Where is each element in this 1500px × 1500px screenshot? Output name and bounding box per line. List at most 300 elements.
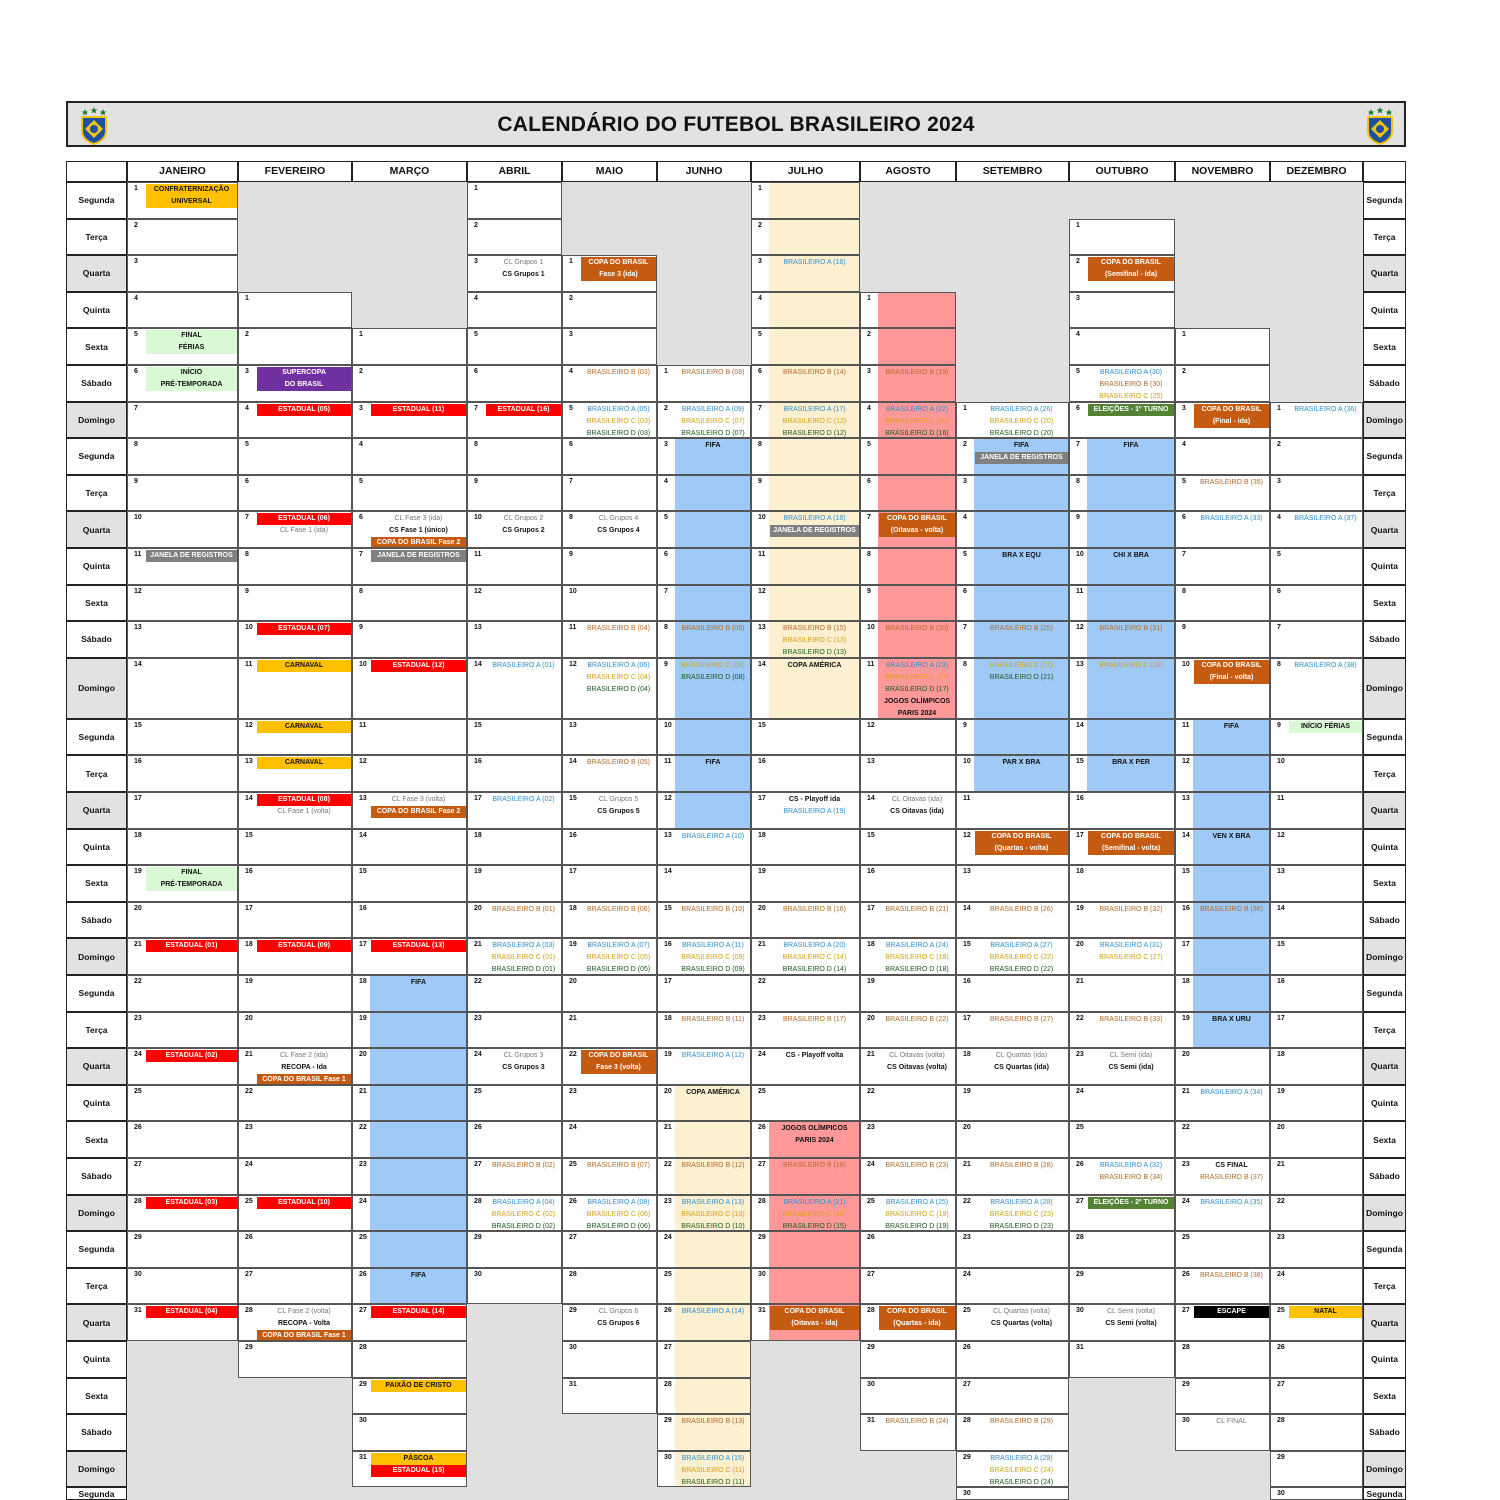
day-cell[interactable] [238,1268,352,1305]
day-cell[interactable] [956,585,1069,622]
day-cell[interactable] [127,438,238,475]
day-cell[interactable] [238,1121,352,1158]
day-cell[interactable] [860,902,956,939]
day-cell[interactable] [1069,219,1175,256]
day-cell[interactable] [751,755,860,792]
day-cell[interactable] [352,1414,467,1451]
day-cell[interactable] [467,548,562,585]
day-cell[interactable] [352,938,467,975]
day-cell[interactable] [238,548,352,585]
day-cell[interactable] [657,865,751,902]
day-cell[interactable] [657,1085,751,1122]
day-cell[interactable] [1270,511,1363,548]
day-cell[interactable] [127,182,238,219]
day-cell[interactable] [352,829,467,866]
day-cell[interactable] [1069,1304,1175,1341]
day-cell[interactable] [751,975,860,1012]
day-cell[interactable] [1069,902,1175,939]
day-cell[interactable] [1270,475,1363,512]
day-cell[interactable] [467,719,562,756]
day-cell[interactable] [751,292,860,329]
day-cell[interactable] [1175,621,1270,658]
day-cell[interactable] [1270,1487,1363,1500]
day-cell[interactable] [1270,1268,1363,1305]
day-cell[interactable] [1175,829,1270,866]
day-cell[interactable] [751,182,860,219]
day-cell[interactable] [1069,1231,1175,1268]
day-cell[interactable] [352,902,467,939]
day-cell[interactable] [860,1048,956,1085]
day-cell[interactable] [238,402,352,439]
day-cell[interactable] [751,219,860,256]
day-cell[interactable] [657,1378,751,1415]
day-cell[interactable] [860,1158,956,1195]
day-cell[interactable] [751,1048,860,1085]
day-cell[interactable] [956,1121,1069,1158]
day-cell[interactable] [562,658,657,719]
day-cell[interactable] [1175,975,1270,1012]
day-cell[interactable] [467,865,562,902]
day-cell[interactable] [751,1231,860,1268]
day-cell[interactable] [238,902,352,939]
day-cell[interactable] [860,1012,956,1049]
day-cell[interactable] [352,475,467,512]
day-cell[interactable] [751,865,860,902]
day-cell[interactable] [657,402,751,439]
day-cell[interactable] [127,829,238,866]
day-cell[interactable] [751,829,860,866]
day-cell[interactable] [127,975,238,1012]
day-cell[interactable] [1069,1195,1175,1232]
day-cell[interactable] [657,938,751,975]
day-cell[interactable] [127,1158,238,1195]
day-cell[interactable] [751,475,860,512]
day-cell[interactable] [352,365,467,402]
day-cell[interactable] [1069,719,1175,756]
day-cell[interactable] [657,585,751,622]
day-cell[interactable] [1069,511,1175,548]
day-cell[interactable] [1175,1085,1270,1122]
day-cell[interactable] [238,292,352,329]
day-cell[interactable] [467,829,562,866]
day-cell[interactable] [238,865,352,902]
day-cell[interactable] [860,658,956,719]
day-cell[interactable] [238,1304,352,1341]
day-cell[interactable] [352,1048,467,1085]
day-cell[interactable] [1270,585,1363,622]
day-cell[interactable] [1175,328,1270,365]
day-cell[interactable] [562,1158,657,1195]
day-cell[interactable] [562,975,657,1012]
day-cell[interactable] [657,475,751,512]
day-cell[interactable] [860,829,956,866]
day-cell[interactable] [238,658,352,719]
day-cell[interactable] [1069,1158,1175,1195]
day-cell[interactable] [1270,1341,1363,1378]
day-cell[interactable] [860,1085,956,1122]
day-cell[interactable] [657,975,751,1012]
day-cell[interactable] [127,621,238,658]
day-cell[interactable] [956,792,1069,829]
day-cell[interactable] [1270,1121,1363,1158]
day-cell[interactable] [657,1158,751,1195]
day-cell[interactable] [860,865,956,902]
day-cell[interactable] [467,475,562,512]
day-cell[interactable] [562,1121,657,1158]
day-cell[interactable] [127,902,238,939]
day-cell[interactable] [956,438,1069,475]
day-cell[interactable] [751,658,860,719]
day-cell[interactable] [1069,938,1175,975]
day-cell[interactable] [127,755,238,792]
day-cell[interactable] [860,621,956,658]
day-cell[interactable] [238,1231,352,1268]
day-cell[interactable] [657,1012,751,1049]
day-cell[interactable] [1175,658,1270,719]
day-cell[interactable] [1069,1048,1175,1085]
day-cell[interactable] [127,938,238,975]
day-cell[interactable] [467,658,562,719]
day-cell[interactable] [562,865,657,902]
day-cell[interactable] [956,975,1069,1012]
day-cell[interactable] [1270,865,1363,902]
day-cell[interactable] [956,1378,1069,1415]
day-cell[interactable] [956,902,1069,939]
day-cell[interactable] [751,1158,860,1195]
day-cell[interactable] [1270,792,1363,829]
day-cell[interactable] [238,719,352,756]
day-cell[interactable] [352,975,467,1012]
day-cell[interactable] [1175,1048,1270,1085]
day-cell[interactable] [1270,402,1363,439]
day-cell[interactable] [860,548,956,585]
day-cell[interactable] [860,292,956,329]
day-cell[interactable] [860,1341,956,1378]
day-cell[interactable] [238,938,352,975]
day-cell[interactable] [751,1195,860,1232]
day-cell[interactable] [352,438,467,475]
day-cell[interactable] [352,792,467,829]
day-cell[interactable] [1175,938,1270,975]
day-cell[interactable] [1069,865,1175,902]
day-cell[interactable] [352,658,467,719]
day-cell[interactable] [956,1451,1069,1488]
day-cell[interactable] [1270,1414,1363,1451]
day-cell[interactable] [1175,438,1270,475]
day-cell[interactable] [127,548,238,585]
day-cell[interactable] [238,511,352,548]
day-cell[interactable] [1175,1304,1270,1341]
day-cell[interactable] [352,328,467,365]
day-cell[interactable] [860,755,956,792]
day-cell[interactable] [751,585,860,622]
day-cell[interactable] [238,792,352,829]
day-cell[interactable] [657,658,751,719]
day-cell[interactable] [1069,402,1175,439]
day-cell[interactable] [1175,902,1270,939]
day-cell[interactable] [1175,755,1270,792]
day-cell[interactable] [751,938,860,975]
day-cell[interactable] [860,585,956,622]
day-cell[interactable] [751,1012,860,1049]
day-cell[interactable] [562,1231,657,1268]
day-cell[interactable] [238,755,352,792]
day-cell[interactable] [751,792,860,829]
day-cell[interactable] [467,975,562,1012]
day-cell[interactable] [1270,755,1363,792]
day-cell[interactable] [562,328,657,365]
day-cell[interactable] [751,328,860,365]
day-cell[interactable] [657,1268,751,1305]
day-cell[interactable] [238,365,352,402]
day-cell[interactable] [1270,621,1363,658]
day-cell[interactable] [956,658,1069,719]
day-cell[interactable] [467,438,562,475]
day-cell[interactable] [467,1048,562,1085]
day-cell[interactable] [467,792,562,829]
day-cell[interactable] [352,402,467,439]
day-cell[interactable] [127,1085,238,1122]
day-cell[interactable] [562,292,657,329]
day-cell[interactable] [1270,1085,1363,1122]
day-cell[interactable] [860,1121,956,1158]
day-cell[interactable] [562,511,657,548]
day-cell[interactable] [1069,621,1175,658]
day-cell[interactable] [956,1268,1069,1305]
day-cell[interactable] [562,475,657,512]
day-cell[interactable] [238,1158,352,1195]
day-cell[interactable] [1175,865,1270,902]
day-cell[interactable] [1270,975,1363,1012]
day-cell[interactable] [352,548,467,585]
day-cell[interactable] [860,1414,956,1451]
day-cell[interactable] [127,511,238,548]
day-cell[interactable] [1175,792,1270,829]
day-cell[interactable] [352,1158,467,1195]
day-cell[interactable] [657,1048,751,1085]
day-cell[interactable] [127,1048,238,1085]
day-cell[interactable] [352,1121,467,1158]
day-cell[interactable] [1270,829,1363,866]
day-cell[interactable] [860,792,956,829]
day-cell[interactable] [562,1378,657,1415]
day-cell[interactable] [956,755,1069,792]
day-cell[interactable] [1175,402,1270,439]
day-cell[interactable] [1175,475,1270,512]
day-cell[interactable] [657,1414,751,1451]
day-cell[interactable] [657,792,751,829]
day-cell[interactable] [562,1048,657,1085]
day-cell[interactable] [1069,975,1175,1012]
day-cell[interactable] [1069,1012,1175,1049]
day-cell[interactable] [562,548,657,585]
day-cell[interactable] [467,1158,562,1195]
day-cell[interactable] [751,1085,860,1122]
day-cell[interactable] [657,1341,751,1378]
day-cell[interactable] [860,975,956,1012]
day-cell[interactable] [956,511,1069,548]
day-cell[interactable] [127,719,238,756]
day-cell[interactable] [467,402,562,439]
day-cell[interactable] [562,365,657,402]
day-cell[interactable] [1069,658,1175,719]
day-cell[interactable] [956,1048,1069,1085]
day-cell[interactable] [1175,719,1270,756]
day-cell[interactable] [956,865,1069,902]
day-cell[interactable] [127,658,238,719]
day-cell[interactable] [467,938,562,975]
day-cell[interactable] [352,1231,467,1268]
day-cell[interactable] [1069,328,1175,365]
day-cell[interactable] [562,1012,657,1049]
day-cell[interactable] [238,475,352,512]
day-cell[interactable] [751,365,860,402]
day-cell[interactable] [1069,255,1175,292]
day-cell[interactable] [751,902,860,939]
day-cell[interactable] [127,1121,238,1158]
day-cell[interactable] [562,585,657,622]
day-cell[interactable] [467,511,562,548]
day-cell[interactable] [352,1195,467,1232]
day-cell[interactable] [956,621,1069,658]
day-cell[interactable] [467,1085,562,1122]
day-cell[interactable] [467,219,562,256]
day-cell[interactable] [657,511,751,548]
day-cell[interactable] [1069,292,1175,329]
day-cell[interactable] [751,1304,860,1341]
day-cell[interactable] [467,902,562,939]
day-cell[interactable] [467,292,562,329]
day-cell[interactable] [562,1085,657,1122]
day-cell[interactable] [1270,1195,1363,1232]
day-cell[interactable] [1069,1268,1175,1305]
day-cell[interactable] [352,1304,467,1341]
day-cell[interactable] [238,1341,352,1378]
day-cell[interactable] [562,792,657,829]
day-cell[interactable] [956,1341,1069,1378]
day-cell[interactable] [352,511,467,548]
day-cell[interactable] [352,865,467,902]
day-cell[interactable] [352,1341,467,1378]
day-cell[interactable] [860,938,956,975]
day-cell[interactable] [657,1231,751,1268]
day-cell[interactable] [352,1268,467,1305]
day-cell[interactable] [238,1195,352,1232]
day-cell[interactable] [751,719,860,756]
day-cell[interactable] [860,1268,956,1305]
day-cell[interactable] [657,1451,751,1488]
day-cell[interactable] [562,938,657,975]
day-cell[interactable] [127,585,238,622]
day-cell[interactable] [956,1012,1069,1049]
day-cell[interactable] [352,621,467,658]
day-cell[interactable] [1270,1158,1363,1195]
day-cell[interactable] [956,1195,1069,1232]
day-cell[interactable] [1175,1158,1270,1195]
day-cell[interactable] [860,719,956,756]
day-cell[interactable] [1175,1012,1270,1049]
day-cell[interactable] [1175,585,1270,622]
day-cell[interactable] [467,328,562,365]
day-cell[interactable] [1069,1121,1175,1158]
day-cell[interactable] [956,1085,1069,1122]
day-cell[interactable] [956,475,1069,512]
day-cell[interactable] [657,755,751,792]
day-cell[interactable] [1175,365,1270,402]
day-cell[interactable] [1270,1048,1363,1085]
day-cell[interactable] [751,511,860,548]
day-cell[interactable] [467,621,562,658]
day-cell[interactable] [860,438,956,475]
day-cell[interactable] [562,755,657,792]
day-cell[interactable] [1175,511,1270,548]
day-cell[interactable] [562,719,657,756]
day-cell[interactable] [657,365,751,402]
day-cell[interactable] [860,511,956,548]
day-cell[interactable] [127,475,238,512]
day-cell[interactable] [657,548,751,585]
day-cell[interactable] [467,1121,562,1158]
day-cell[interactable] [562,1341,657,1378]
day-cell[interactable] [956,719,1069,756]
day-cell[interactable] [127,792,238,829]
day-cell[interactable] [1069,548,1175,585]
day-cell[interactable] [1175,1414,1270,1451]
day-cell[interactable] [238,585,352,622]
day-cell[interactable] [467,1012,562,1049]
day-cell[interactable] [467,585,562,622]
day-cell[interactable] [751,402,860,439]
day-cell[interactable] [238,829,352,866]
day-cell[interactable] [751,255,860,292]
day-cell[interactable] [127,255,238,292]
day-cell[interactable] [1270,1378,1363,1415]
day-cell[interactable] [1270,438,1363,475]
day-cell[interactable] [352,585,467,622]
day-cell[interactable] [1069,365,1175,402]
day-cell[interactable] [751,548,860,585]
day-cell[interactable] [860,1304,956,1341]
day-cell[interactable] [657,621,751,658]
day-cell[interactable] [238,621,352,658]
day-cell[interactable] [1270,1231,1363,1268]
day-cell[interactable] [238,1085,352,1122]
day-cell[interactable] [352,1085,467,1122]
day-cell[interactable] [562,255,657,292]
day-cell[interactable] [1175,1341,1270,1378]
day-cell[interactable] [127,865,238,902]
day-cell[interactable] [1270,548,1363,585]
day-cell[interactable] [127,1195,238,1232]
day-cell[interactable] [238,975,352,1012]
day-cell[interactable] [1270,1304,1363,1341]
day-cell[interactable] [1175,1231,1270,1268]
day-cell[interactable] [1069,755,1175,792]
day-cell[interactable] [1175,1378,1270,1415]
day-cell[interactable] [127,365,238,402]
day-cell[interactable] [956,1304,1069,1341]
day-cell[interactable] [352,1378,467,1415]
day-cell[interactable] [127,1304,238,1341]
day-cell[interactable] [956,1414,1069,1451]
day-cell[interactable] [127,1231,238,1268]
day-cell[interactable] [1270,902,1363,939]
day-cell[interactable] [238,438,352,475]
day-cell[interactable] [751,1121,860,1158]
day-cell[interactable] [1069,829,1175,866]
day-cell[interactable] [352,755,467,792]
day-cell[interactable] [1175,548,1270,585]
